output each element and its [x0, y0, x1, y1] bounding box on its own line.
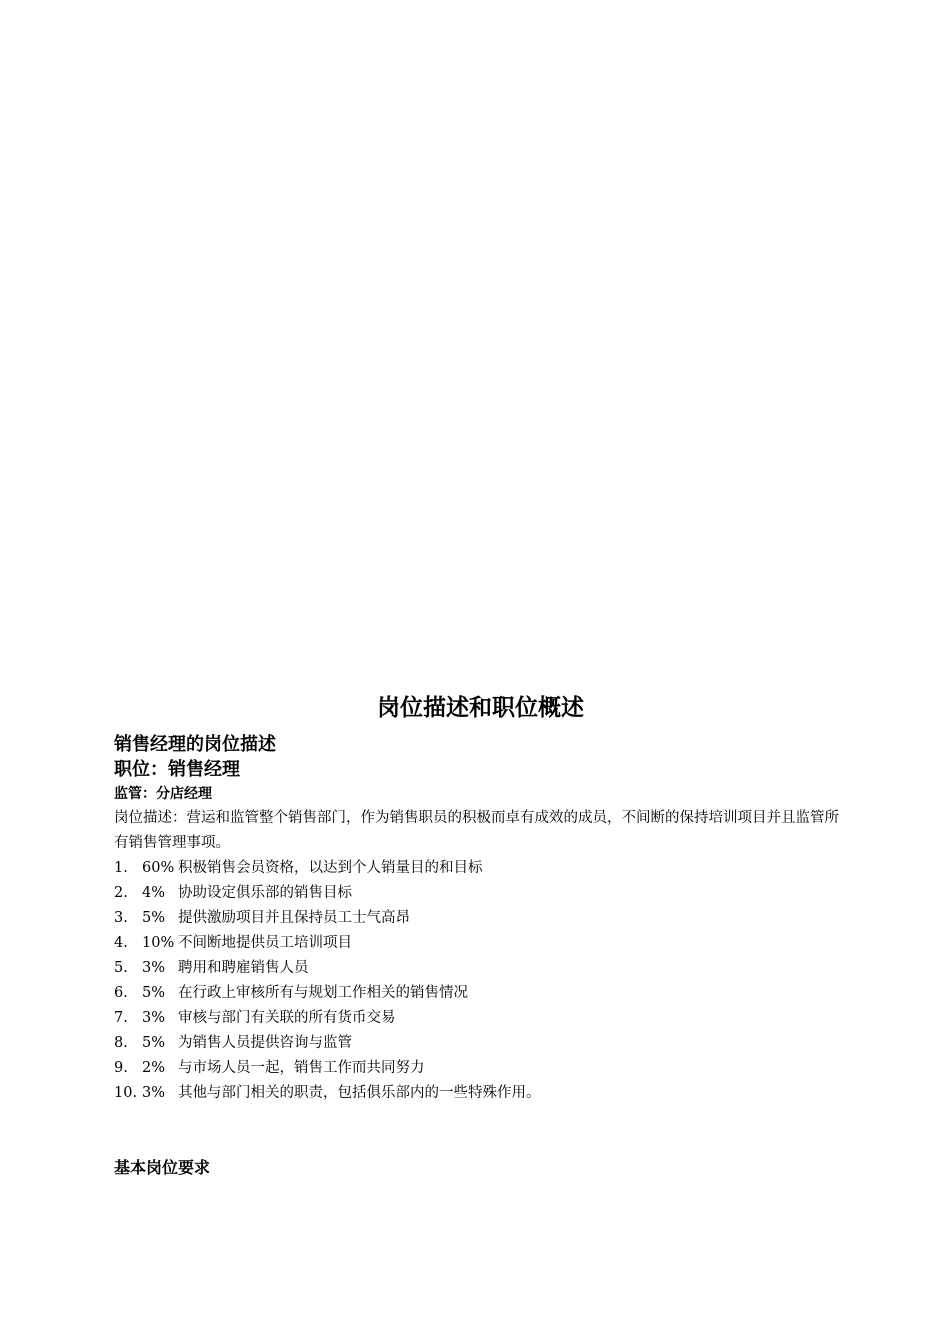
duty-number: 1. — [114, 860, 128, 876]
duty-text: 与市场人员一起，销售工作而共同努力 — [178, 1060, 425, 1076]
duty-text: 积极销售会员资格，以达到个人销量目的和目标 — [178, 860, 483, 876]
duty-number: 9. — [114, 1060, 128, 1076]
duty-percentage: 3% — [142, 1010, 166, 1026]
duty-text: 协助设定俱乐部的销售目标 — [178, 885, 352, 901]
duty-item — [114, 856, 839, 881]
duty-item — [114, 881, 839, 906]
duty-item — [114, 1081, 839, 1106]
duty-text: 聘用和聘雇销售人员 — [178, 960, 309, 976]
duties-list — [114, 856, 839, 1106]
duty-number: 2. — [114, 885, 128, 901]
duty-text: 审核与部门有关联的所有货币交易 — [178, 1010, 396, 1026]
supervisor-line: 监管：分店经理 — [114, 786, 212, 802]
duty-percentage: 4% — [142, 885, 166, 901]
duty-item — [114, 956, 839, 981]
duty-percentage: 5% — [142, 1035, 166, 1051]
duty-text: 为销售人员提供咨询与监管 — [178, 1035, 352, 1051]
duty-text: 提供激励项目并且保持员工士气高昂 — [178, 910, 410, 926]
job-description: 岗位描述：营运和监管整个销售部门，作为销售职员的积极而卓有成效的成员，不间断的保持培训项目并且监管所有销售管理事项。 — [114, 810, 839, 851]
duty-number: 4. — [114, 935, 128, 951]
duty-text: 在行政上审核所有与规划工作相关的销售情况 — [178, 985, 468, 1001]
position-heading: 职位：销售经理 — [114, 759, 240, 780]
duty-percentage: 3% — [142, 960, 166, 976]
duty-number: 5. — [114, 960, 128, 976]
duty-percentage: 5% — [142, 985, 166, 1001]
duty-percentage: 2% — [142, 1060, 166, 1076]
duty-item — [114, 1006, 839, 1031]
duty-number: 8. — [114, 1035, 128, 1051]
duty-percentage: 60% — [142, 860, 175, 876]
duty-number: 6. — [114, 985, 128, 1001]
duty-text: 其他与部门相关的职责，包括俱乐部内的一些特殊作用。 — [178, 1085, 541, 1101]
document-title: 岗位描述和职位概述 — [377, 695, 584, 721]
section-heading: 基本岗位要求 — [114, 1158, 211, 1177]
duty-text: 不间断地提供员工培训项目 — [178, 935, 352, 951]
duty-percentage: 3% — [142, 1085, 166, 1101]
duty-item — [114, 1056, 839, 1081]
duty-percentage: 5% — [142, 910, 166, 926]
document-body — [114, 688, 839, 1180]
duty-number: 10. — [114, 1085, 138, 1101]
duty-item — [114, 1031, 839, 1056]
duty-number: 3. — [114, 910, 128, 926]
blank-spacer — [114, 1106, 839, 1156]
duty-item — [114, 981, 839, 1006]
document-subtitle: 销售经理的岗位描述 — [114, 734, 276, 755]
duty-item — [114, 931, 839, 956]
duty-number: 7. — [114, 1010, 128, 1026]
duty-item — [114, 906, 839, 931]
duty-percentage: 10% — [142, 935, 175, 951]
